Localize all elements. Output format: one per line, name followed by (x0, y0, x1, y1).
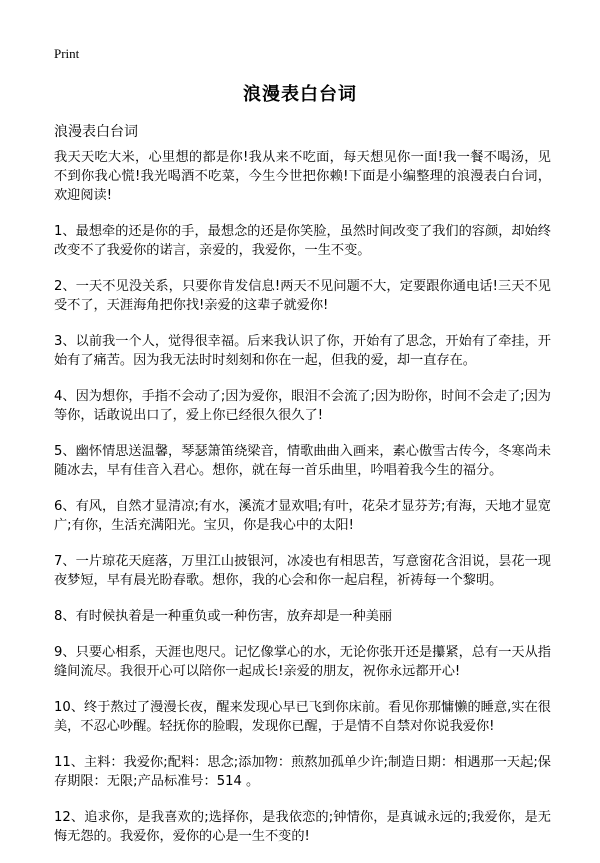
paragraph-3: 3、以前我一个人，觉得很幸福。后来我认识了你，开始有了思念，开始有了牵挂，开始有了痛苦。因为我无法时时刻刻和你在一起，但我的爱，却一直存在。 (54, 334, 551, 368)
paragraph-9: 9、只要心相系，天涯也咫尺。记忆像掌心的水，无论你张开还是攥紧，总有一天从指缝间流尽。我很开心可以陪你一起成长!亲爱的朋友，祝你永远都开心! (54, 645, 551, 679)
paragraph-10: 10、终于熬过了漫漫长夜，醒来发现心早已飞到你床前。看见你那慵懒的睡意,实在很美，不忍心吵醒。轻抚你的脸暇，发现你已醒，于是情不自禁对你说我爱你! (54, 700, 551, 734)
document-body (54, 148, 551, 863)
document-subtitle: 浪漫表白台词 (54, 124, 138, 140)
paragraph-1: 1、最想牵的还是你的手，最想念的还是你笑脸，虽然时间改变了我们的容颜，却始终改变不了我爱你的诺言，亲爱的，我爱你，一生不变。 (54, 224, 551, 258)
paragraph-5: 5、幽怀情思送温馨，琴瑟箫笛绕梁音，情歌曲曲入画来，素心傲雪古传今，冬寒尚未随冰去，早有佳音入君心。想你，就在每一首乐曲里，吟唱着我今生的福分。 (54, 444, 551, 478)
paragraph-12: 12、追求你，是我喜欢的;选择你，是我依恋的;钟情你，是真诚永远的;我爱你，是无悔无怨的。我爱你，爱你的心是一生不变的! (54, 810, 551, 844)
paragraph-4: 4、因为想你，手指不会动了;因为爱你，眼泪不会流了;因为盼你，时间不会走了;因为等你，话敢说出口了，爱上你已经很久很久了! (54, 389, 551, 423)
paragraph-6: 6、有风，自然才显清凉;有水，溪流才显欢唱;有叶，花朵才显芬芳;有海，天地才显宽广;有你，生活充满阳光。宝贝，你是我心中的太阳! (54, 499, 551, 533)
paragraph-11: 11、主料：我爱你;配料：思念;添加物：煎熬加孤单少许;制造日期：相遇那一天起;保存期限：无限;产品标准号：514 。 (54, 755, 551, 789)
print-link[interactable]: Print (54, 46, 80, 61)
page-title: 浪漫表白台词 (243, 84, 357, 105)
intro-paragraph: 我天天吃大米，心里想的都是你!我从来不吃面，每天想见你一面!我一餐不喝汤，见不到你我心慌!我光喝酒不吃菜，今生今世把你赖!下面是小编整理的浪漫表白台词，欢迎阅读! (54, 150, 551, 203)
paragraph-7: 7、一片琼花天庭落，万里江山披银河，冰凌也有相思苦，写意窗花含泪说，昙花一现夜梦短，早有晨光盼春歌。想你，我的心会和你一起启程，祈祷每一个黎明。 (54, 554, 551, 588)
paragraph-8: 8、有时候执着是一种重负或一种伤害，放弃却是一种美丽 (54, 609, 393, 624)
paragraph-2: 2、一天不见没关系，只要你肯发信息!两天不见问题不大，定要跟你通电话!三天不见受不了，天涯海角把你找!亲爱的这辈子就爱你! (54, 279, 551, 313)
